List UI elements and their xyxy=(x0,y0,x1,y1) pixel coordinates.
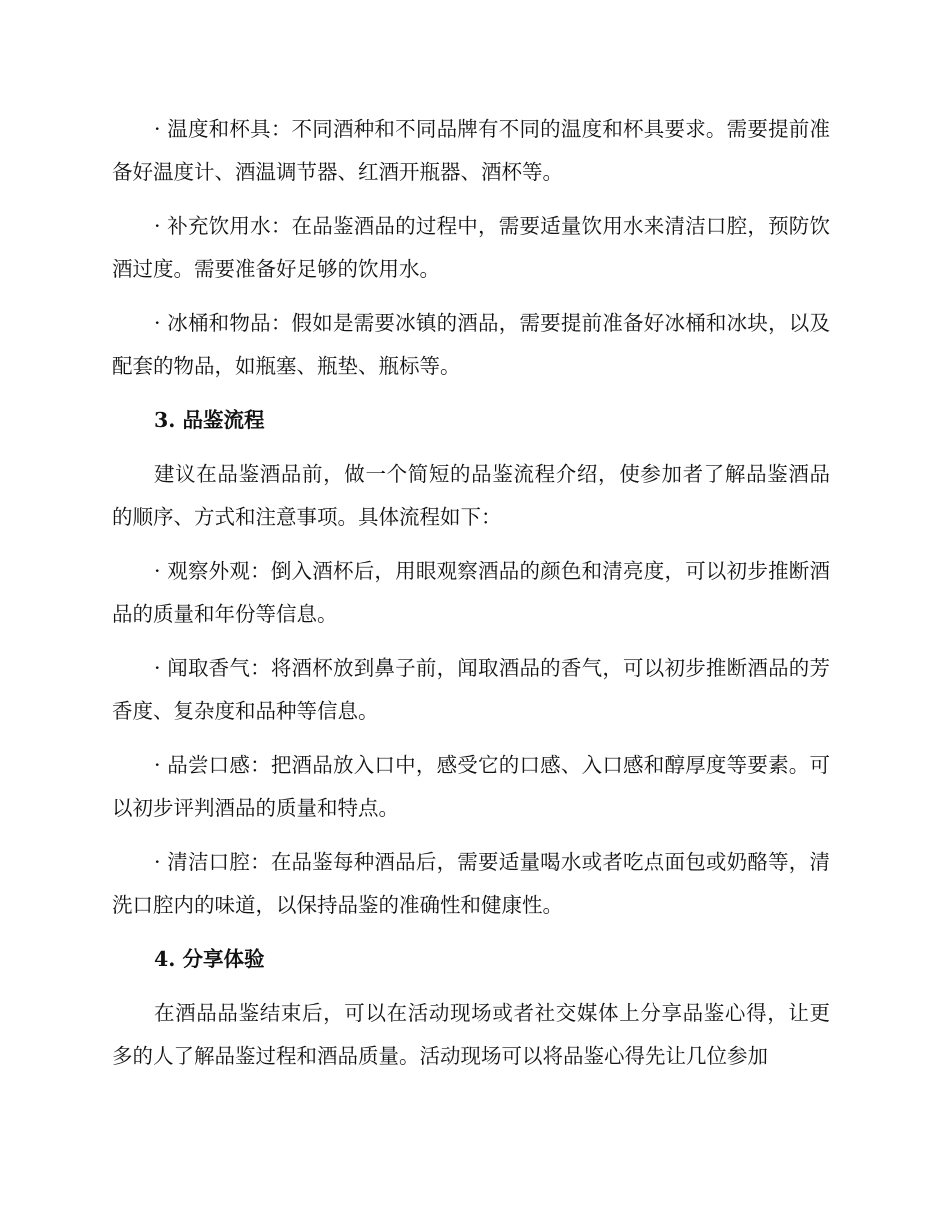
share-experience-body: 在酒品品鉴结束后，可以在活动现场或者社交媒体上分享品鉴心得，让更多的人了解品鉴过程和酒品质量。活动现场可以将品鉴心得先让几位参加 xyxy=(112,1001,830,1068)
section-heading-tasting-process: 3. 品鉴流程 xyxy=(154,408,265,432)
bullet-drinking-water: · 补充饮用水：在品鉴酒品的过程中，需要适量饮用水来清洁口腔，预防饮酒过度。需要准备好足够的饮用水。 xyxy=(112,214,830,281)
bullet-cleanse-palate: · 清洁口腔：在品鉴每种酒品后，需要适量喝水或者吃点面包或奶酪等，清洗口腔内的味道，以保持品鉴的准确性和健康性。 xyxy=(112,850,830,917)
section-heading-share-experience: 4. 分享体验 xyxy=(154,947,265,971)
bullet-temperature-glassware: · 温度和杯具：不同酒种和不同品牌有不同的温度和杯具要求。需要提前准备好温度计、酒温调节器、红酒开瓶器、酒杯等。 xyxy=(112,117,830,184)
tasting-process-intro: 建议在品鉴酒品前，做一个简短的品鉴流程介绍，使参加者了解品鉴酒品的顺序、方式和注意事项。具体流程如下： xyxy=(112,462,830,529)
bullet-taste-mouthfeel: · 品尝口感：把酒品放入口中，感受它的口感、入口感和醇厚度等要素。可以初步评判酒品的质量和特点。 xyxy=(112,753,830,820)
bullet-smell-aroma: · 闻取香气：将酒杯放到鼻子前，闻取酒品的香气，可以初步推断酒品的芳香度、复杂度和品种等信息。 xyxy=(112,656,830,723)
bullet-ice-bucket: · 冰桶和物品：假如是需要冰镇的酒品，需要提前准备好冰桶和冰块，以及配套的物品，如瓶塞、瓶垫、瓶标等。 xyxy=(112,311,830,378)
document-body xyxy=(112,108,830,1089)
bullet-observe-appearance: · 观察外观：倒入酒杯后，用眼观察酒品的颜色和清亮度，可以初步推断酒品的质量和年份等信息。 xyxy=(112,559,830,626)
